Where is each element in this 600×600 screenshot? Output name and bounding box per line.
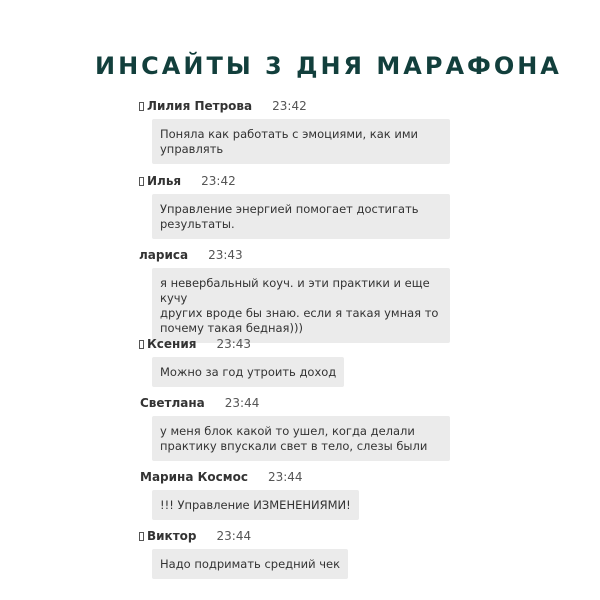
mobile-phone-icon xyxy=(139,532,144,541)
message-line: у меня блок какой то ушел, когда делали xyxy=(160,424,415,438)
author-name: Марина Космос xyxy=(140,470,248,484)
message-line: Поняла как работать с эмоциями, как ими xyxy=(160,127,419,141)
message-line: результаты. xyxy=(160,217,235,231)
message-time: 23:44 xyxy=(267,470,303,484)
mobile-phone-icon xyxy=(139,102,144,111)
chat-message xyxy=(139,393,469,467)
chat-message xyxy=(139,96,469,171)
chat-message xyxy=(139,467,469,526)
message-line: Управление энергией помогает достигать xyxy=(160,202,419,216)
message-bubble xyxy=(152,357,344,387)
message-time: 23:43 xyxy=(208,248,243,262)
message-header xyxy=(139,467,469,487)
message-header xyxy=(139,96,469,116)
mobile-phone-icon xyxy=(139,177,144,186)
author-name: лариса xyxy=(139,248,189,262)
message-line: почему такая бедная))) xyxy=(160,321,303,335)
chat-log xyxy=(139,96,469,585)
chat-message xyxy=(139,526,469,585)
message-line: я невербальный коуч. и эти практики и еще кучу xyxy=(160,276,430,305)
message-header xyxy=(139,245,469,265)
message-header xyxy=(139,393,469,413)
message-bubble xyxy=(152,194,450,239)
message-time: 23:42 xyxy=(201,174,236,188)
message-line: практику впускали свет в тело, слезы были xyxy=(160,439,428,453)
page-title: ИНСАЙТЫ 3 ДНЯ МАРАФОНА xyxy=(95,52,562,80)
message-bubble xyxy=(152,416,450,461)
message-line: Надо подримать средний чек xyxy=(160,557,341,571)
chat-message xyxy=(139,245,469,334)
mobile-phone-icon xyxy=(139,340,144,349)
author-name: Илья xyxy=(147,174,182,188)
author-name: Светлана xyxy=(140,396,205,410)
author-name: Ксения xyxy=(147,337,197,351)
message-line: управлять xyxy=(160,142,224,156)
author-name: Виктор xyxy=(147,529,197,543)
message-time: 23:44 xyxy=(224,396,260,410)
message-bubble xyxy=(152,119,450,164)
message-time: 23:43 xyxy=(216,337,252,351)
message-bubble xyxy=(152,490,359,520)
message-header xyxy=(139,526,469,546)
message-bubble xyxy=(152,268,450,343)
message-bubble xyxy=(152,549,348,579)
chat-message xyxy=(139,171,469,245)
message-line: других вроде бы знаю. если я такая умная то xyxy=(160,306,439,320)
message-line: !!! Управление ИЗМЕНЕНИЯМИ! xyxy=(160,498,351,512)
message-header xyxy=(139,171,469,191)
author-name: Лилия Петрова xyxy=(147,99,253,113)
message-time: 23:44 xyxy=(216,529,252,543)
message-time: 23:42 xyxy=(272,99,307,113)
message-line: Можно за год утроить доход xyxy=(160,365,337,379)
